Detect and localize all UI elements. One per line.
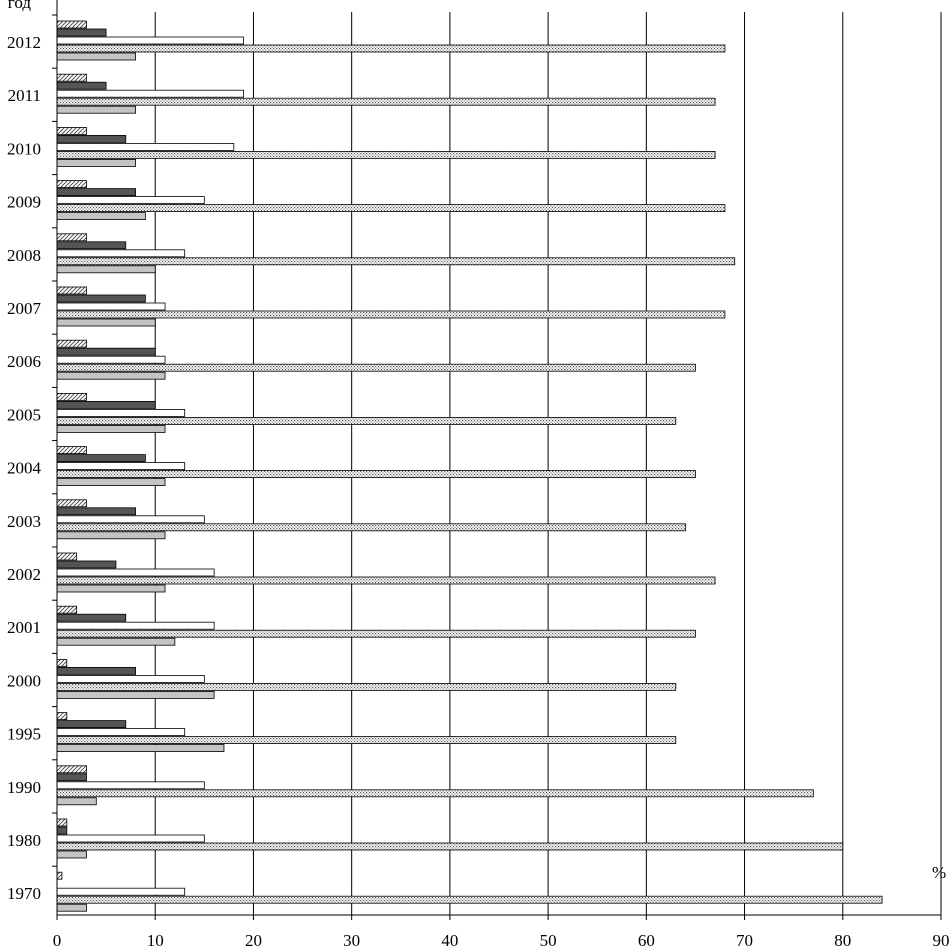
y-tick-label: 2004 xyxy=(7,458,41,478)
bars xyxy=(57,21,882,911)
bar-1995-series-2 xyxy=(57,721,126,728)
bar-1995-series-5 xyxy=(57,745,224,752)
bar-2011-series-2 xyxy=(57,82,106,89)
x-tick-label: 80 xyxy=(834,931,852,950)
bar-1990-series-5 xyxy=(57,798,96,805)
bar-2008-series-4 xyxy=(57,258,735,265)
bar-2006-series-1 xyxy=(57,340,86,347)
y-tick-label: 1970 xyxy=(7,884,41,904)
y-tick-label: 2008 xyxy=(7,245,41,265)
bar-2003-series-3 xyxy=(57,516,204,523)
bar-2011-series-3 xyxy=(57,90,244,97)
x-tick-label: 90 xyxy=(932,931,950,950)
bar-1995-series-1 xyxy=(57,713,67,720)
bar-2009-series-5 xyxy=(57,213,145,220)
bar-2005-series-1 xyxy=(57,393,86,400)
bar-2010-series-3 xyxy=(57,143,234,150)
bar-2008-series-5 xyxy=(57,266,155,273)
x-axis-unit-label: % xyxy=(932,863,947,882)
bar-2009-series-4 xyxy=(57,205,725,212)
x-tick-label: 20 xyxy=(244,931,262,950)
gridlines xyxy=(155,12,941,915)
bar-2007-series-1 xyxy=(57,287,86,294)
bar-2010-series-5 xyxy=(57,159,136,166)
bar-1990-series-2 xyxy=(57,774,86,781)
bar-2010-series-2 xyxy=(57,135,126,142)
bar-2006-series-3 xyxy=(57,356,165,363)
bar-1990-series-1 xyxy=(57,766,86,773)
bar-2006-series-2 xyxy=(57,348,155,355)
bar-2012-series-2 xyxy=(57,29,106,36)
bar-2004-series-3 xyxy=(57,463,185,470)
y-tick-label: 2005 xyxy=(7,405,41,425)
bar-2000-series-2 xyxy=(57,667,136,674)
bar-2011-series-5 xyxy=(57,106,136,113)
y-tick-label: 2009 xyxy=(7,192,41,212)
bar-2005-series-4 xyxy=(57,417,676,424)
bar-2010-series-1 xyxy=(57,127,86,134)
y-tick-label: 2012 xyxy=(7,33,41,52)
bar-2004-series-4 xyxy=(57,471,695,478)
x-tick-label: 0 xyxy=(52,931,62,950)
y-tick-label: 2006 xyxy=(7,352,41,372)
bar-2002-series-4 xyxy=(57,577,715,584)
x-tick-label: 40 xyxy=(441,931,459,950)
y-tick-label: 2007 xyxy=(7,299,41,318)
bar-2009-series-3 xyxy=(57,197,204,204)
y-tick-label: 2003 xyxy=(7,511,41,531)
bar-2001-series-2 xyxy=(57,614,126,621)
bar-2012-series-1 xyxy=(57,21,86,28)
bar-1970-series-1 xyxy=(57,872,62,879)
bar-2002-series-5 xyxy=(57,585,165,592)
bar-2007-series-4 xyxy=(57,311,725,318)
bar-2004-series-1 xyxy=(57,447,86,454)
bar-2007-series-2 xyxy=(57,295,145,302)
bar-2009-series-1 xyxy=(57,181,86,188)
bar-1990-series-3 xyxy=(57,782,204,789)
bar-1990-series-4 xyxy=(57,790,813,797)
y-tick-label: 2011 xyxy=(7,86,41,106)
bar-1980-series-1 xyxy=(57,819,67,826)
bar-2007-series-3 xyxy=(57,303,165,310)
bar-1980-series-3 xyxy=(57,835,204,842)
bar-2006-series-5 xyxy=(57,372,165,379)
bar-2004-series-2 xyxy=(57,455,145,462)
bar-2003-series-5 xyxy=(57,532,165,539)
y-tick-label: 2002 xyxy=(7,565,41,584)
bar-2003-series-1 xyxy=(57,500,86,507)
x-tick-label: 60 xyxy=(637,931,655,950)
bar-1980-series-2 xyxy=(57,827,67,834)
bar-1970-series-4 xyxy=(57,896,882,903)
y-tick-label: 2000 xyxy=(7,671,41,691)
bar-2006-series-4 xyxy=(57,364,695,371)
y-tick-label: 1990 xyxy=(7,777,41,797)
bar-2008-series-3 xyxy=(57,250,185,257)
x-tick-label: 70 xyxy=(736,931,754,950)
bar-2001-series-4 xyxy=(57,630,695,637)
bar-1970-series-3 xyxy=(57,888,185,895)
y-tick-label: 2001 xyxy=(7,618,41,638)
bar-2000-series-1 xyxy=(57,659,67,666)
bar-1995-series-3 xyxy=(57,729,185,736)
bar-2012-series-5 xyxy=(57,53,136,60)
bar-2005-series-3 xyxy=(57,409,185,416)
bar-1980-series-5 xyxy=(57,851,86,858)
bar-2005-series-2 xyxy=(57,401,155,408)
bar-2001-series-5 xyxy=(57,638,175,645)
bar-2002-series-3 xyxy=(57,569,214,576)
bar-2001-series-3 xyxy=(57,622,214,629)
bar-2012-series-3 xyxy=(57,37,244,44)
y-tick-label: 1995 xyxy=(7,724,41,744)
bar-2012-series-4 xyxy=(57,45,725,52)
bar-2007-series-5 xyxy=(57,319,155,326)
bar-2000-series-4 xyxy=(57,683,676,690)
bar-1970-series-5 xyxy=(57,904,86,911)
bar-2008-series-2 xyxy=(57,242,126,249)
bar-2005-series-5 xyxy=(57,425,165,432)
bar-1980-series-4 xyxy=(57,843,843,850)
x-tick-label: 50 xyxy=(539,931,557,950)
bar-1995-series-4 xyxy=(57,737,676,744)
y-axis-label: год xyxy=(7,0,31,12)
bar-2002-series-1 xyxy=(57,553,77,560)
bar-2001-series-1 xyxy=(57,606,77,613)
bar-2011-series-1 xyxy=(57,74,86,81)
bar-2000-series-3 xyxy=(57,675,204,682)
bar-2000-series-5 xyxy=(57,691,214,698)
bar-2002-series-2 xyxy=(57,561,116,568)
y-tick-label: 1980 xyxy=(7,831,41,850)
bar-2009-series-2 xyxy=(57,189,136,196)
x-tick-label: 10 xyxy=(146,931,164,950)
bar-2003-series-2 xyxy=(57,508,136,515)
bar-2011-series-4 xyxy=(57,98,715,105)
bar-2008-series-1 xyxy=(57,234,86,241)
bar-2004-series-5 xyxy=(57,479,165,486)
y-tick-label: 2010 xyxy=(7,139,41,159)
bar-2010-series-4 xyxy=(57,151,715,158)
x-tick-label: 30 xyxy=(343,931,361,950)
bar-2003-series-4 xyxy=(57,524,686,531)
